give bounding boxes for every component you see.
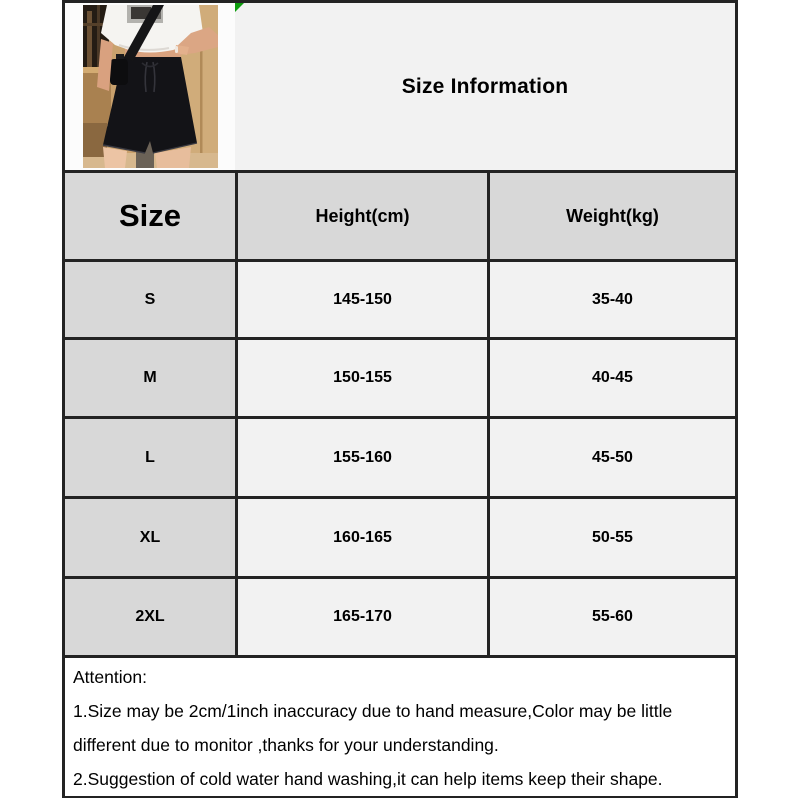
height-cell-m: 150-155: [235, 337, 487, 416]
size-cell-xl: XL: [65, 496, 235, 576]
product-photo-illustration: [83, 5, 218, 168]
attention-title: Attention:: [73, 667, 147, 687]
height-cell-l: 155-160: [235, 416, 487, 496]
green-corner-triangle-icon: [235, 3, 244, 12]
size-chart-table: [62, 0, 738, 798]
height-cell-xl: 160-165: [235, 496, 487, 576]
size-cell-m: M: [65, 337, 235, 416]
size-cell-s: S: [65, 259, 235, 337]
column-header-weight: Weight(kg): [487, 170, 735, 259]
height-cell-2xl: 165-170: [235, 576, 487, 655]
size-information-title: Size Information: [401, 74, 569, 98]
size-cell-2xl: 2XL: [65, 576, 235, 655]
product-photo: [83, 5, 218, 168]
weight-cell-s: 35-40: [487, 259, 735, 337]
attention-note: [65, 655, 735, 796]
column-header-size: Size: [65, 170, 235, 259]
attention-note-2: 2.Suggestion of cold water hand washing,it can help items keep their shape.: [73, 769, 663, 789]
weight-cell-2xl: 55-60: [487, 576, 735, 655]
attention-note-1: 1.Size may be 2cm/1inch inaccuracy due to hand measure,Color may be little different due to monitor ,thanks for your understanding.: [73, 701, 673, 755]
weight-cell-m: 40-45: [487, 337, 735, 416]
column-header-height: Height(cm): [235, 170, 487, 259]
weight-cell-xl: 50-55: [487, 496, 735, 576]
size-information-header-cell: [235, 3, 735, 170]
product-photo-cell: [65, 3, 235, 170]
size-cell-l: L: [65, 416, 235, 496]
height-cell-s: 145-150: [235, 259, 487, 337]
weight-cell-l: 45-50: [487, 416, 735, 496]
